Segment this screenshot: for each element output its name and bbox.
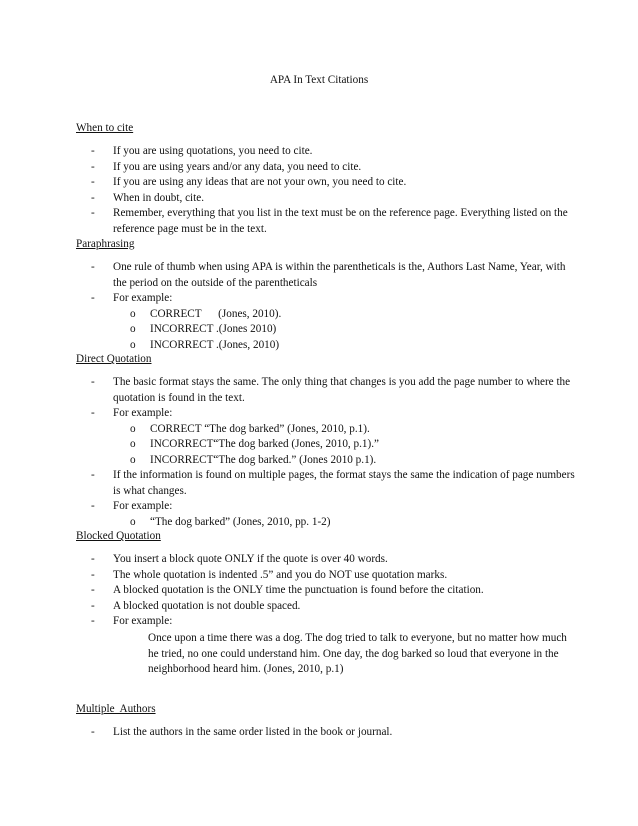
list-item: - A blocked quotation is not double spaced.: [76, 599, 576, 615]
sublist-item: o INCORRECT“The dog barked.” (Jones 2010 p.1).: [113, 453, 576, 469]
list-item: - A blocked quotation is the ONLY time the punctuation is found before the citation.: [76, 583, 576, 599]
list-item: - If the information is found on multiple pages, the format stays the same the indication of page numbers is what changes.: [76, 468, 576, 499]
list-item: [76, 499, 576, 530]
list-item: - When in doubt, cite.: [76, 191, 576, 207]
sublist-item: o CORRECT “The dog barked” (Jones, 2010, p.1).: [113, 422, 576, 438]
list-item-label: For example:: [113, 407, 173, 419]
list-item: - If you are using quotations, you need to cite.: [76, 144, 576, 160]
list-when-to-cite: [76, 144, 576, 237]
sublist-direct-examples-2: [113, 515, 576, 531]
list-item: [76, 291, 576, 353]
list-item: - The basic format stays the same. The only thing that changes is you add the page number to where the quotation is found in the text.: [76, 375, 576, 406]
list-item: - The whole quotation is indented .5” and you do NOT use quotation marks.: [76, 568, 576, 584]
list-direct-quotation: [76, 375, 576, 530]
sublist-item: o INCORRECT .(Jones, 2010): [113, 338, 576, 354]
list-item: - List the authors in the same order listed in the book or journal.: [76, 725, 576, 741]
sublist-item: o INCORRECT .(Jones 2010): [113, 322, 576, 338]
heading-when-to-cite: When to cite: [76, 122, 134, 134]
heading-paraphrasing: Paraphrasing: [76, 238, 135, 250]
sublist-item: o INCORRECT“The dog barked (Jones, 2010, p.1).”: [113, 437, 576, 453]
list-item: - Remember, everything that you list in the text must be on the reference page. Everything listed on the reference page must be in the text.: [76, 206, 576, 237]
example-text: CORRECT (Jones, 2010).: [150, 307, 282, 320]
list-item-label: For example:: [113, 500, 173, 512]
list-item: [76, 406, 576, 468]
list-item: - If you are using years and/or any data, you need to cite.: [76, 160, 576, 176]
document-title: APA In Text Citations: [269, 74, 369, 86]
sublist-item: o “The dog barked” (Jones, 2010, pp. 1-2): [113, 515, 576, 531]
list-item: - You insert a block quote ONLY if the quote is over 40 words.: [76, 552, 576, 568]
heading-direct-quotation: Direct Quotation: [76, 353, 152, 365]
list-item-label: For example:: [113, 292, 173, 304]
list-item: - For example:: [76, 614, 576, 630]
list-multiple-authors: [76, 725, 576, 741]
list-item: - One rule of thumb when using APA is within the parentheticals is the, Authors Last Name, Year, with the period on the outside of the parentheticals: [76, 260, 576, 291]
sublist-paraphrasing-examples: [113, 307, 576, 354]
sublist-item: [113, 307, 576, 323]
heading-blocked-quotation: Blocked Quotation: [76, 530, 161, 542]
sublist-direct-examples: [113, 422, 576, 469]
list-paraphrasing: [76, 260, 576, 353]
heading-multiple-authors: Multiple Authors: [76, 703, 156, 715]
list-blocked-quotation: [76, 552, 576, 630]
block-quote: Once upon a time there was a dog. The dog tried to talk to everyone, but no matter how much he tried, no one could understand him. One day, the dog barked so loud that everyone in the neighborhood heard him. (Jones, 2010, p.1): [148, 632, 567, 675]
list-item: - If you are using any ideas that are not your own, you need to cite.: [76, 175, 576, 191]
